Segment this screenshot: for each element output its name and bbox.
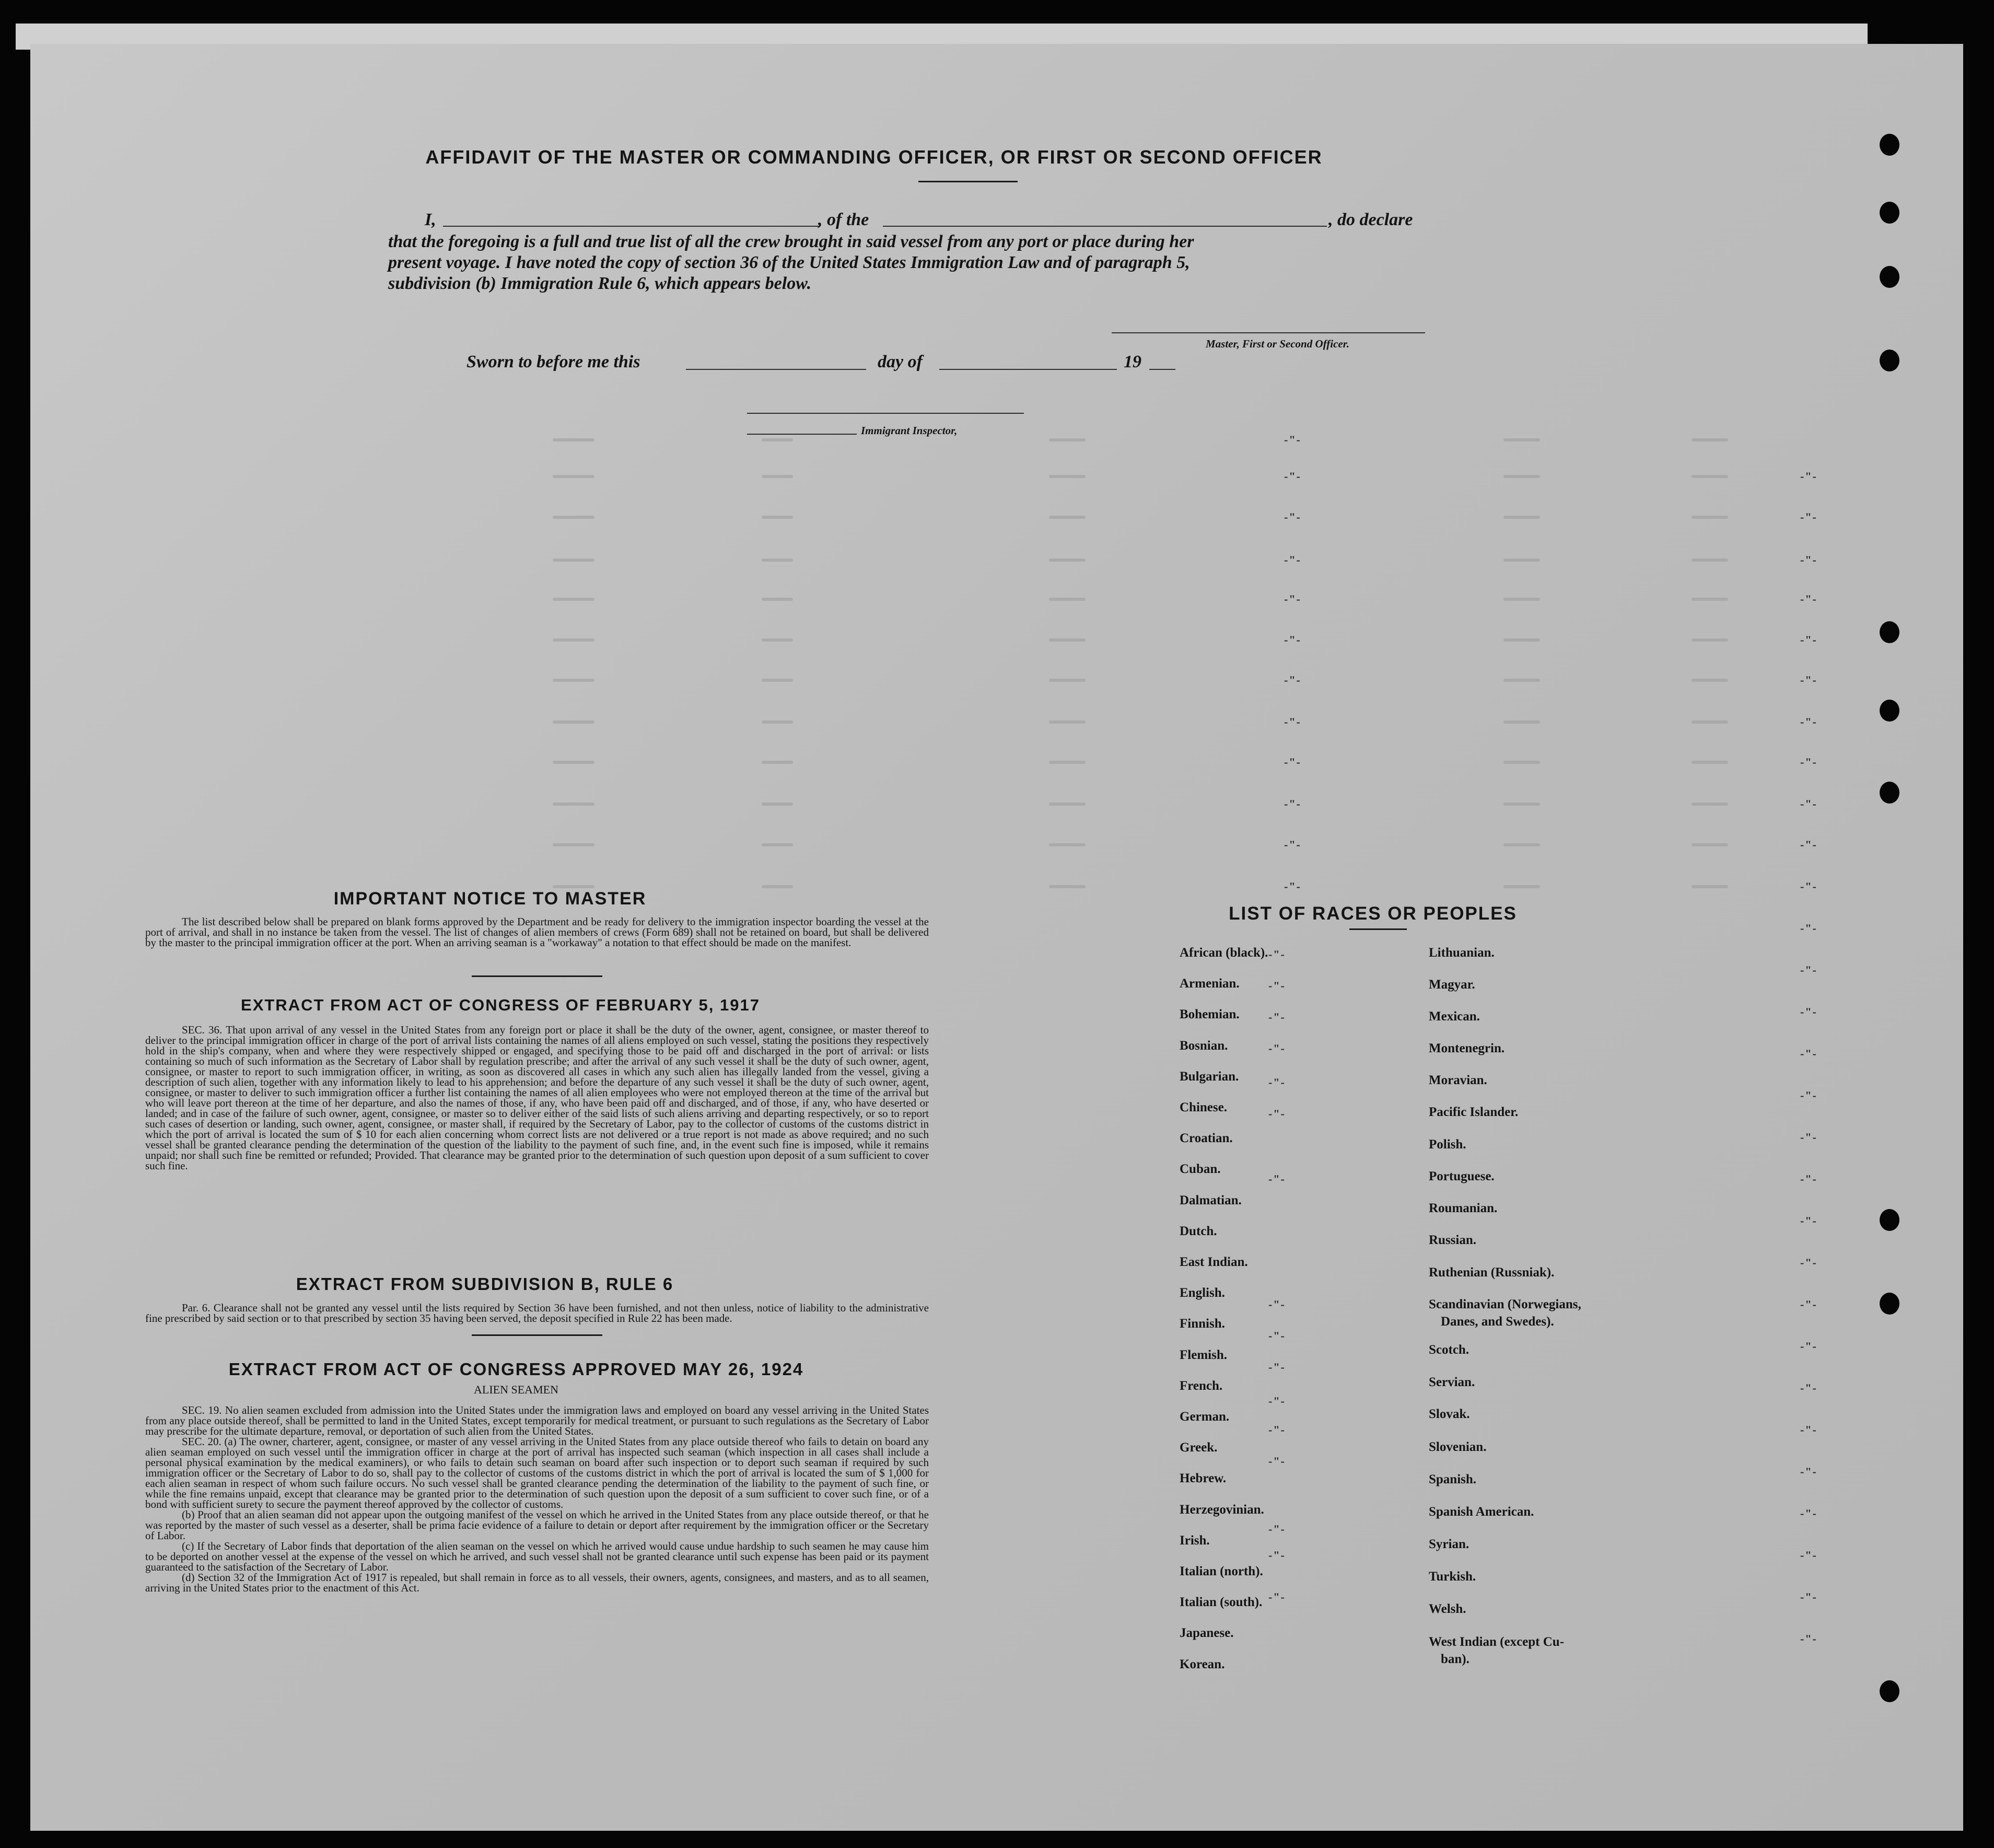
- binder-hole: [1880, 782, 1899, 804]
- bleed-mark: [553, 679, 594, 682]
- affidavit-body-line: present voyage. I have noted the copy of section 36 of the United States Immigration Law and of paragraph 5,: [388, 253, 1190, 272]
- bleed-mark: [1503, 638, 1540, 642]
- binder-hole: [1880, 134, 1899, 156]
- race-item: Finnish.: [1180, 1317, 1225, 1331]
- ditto-mark: -"-: [1800, 1590, 1817, 1603]
- binder-hole: [1880, 1680, 1899, 1702]
- race-item: English.: [1180, 1286, 1225, 1300]
- inspector-line[interactable]: [747, 413, 1024, 414]
- ditto-mark: -"-: [1284, 715, 1301, 728]
- bleed-mark: [1503, 559, 1540, 562]
- affidavit-line1-i: I,: [425, 210, 436, 229]
- document-page: [30, 44, 1963, 1831]
- bleed-mark: [762, 803, 793, 806]
- race-item: Japanese.: [1180, 1626, 1234, 1641]
- race-item: Hebrew.: [1180, 1471, 1227, 1486]
- affidavit-line1-declare: , do declare: [1328, 210, 1413, 229]
- ditto-mark: -"-: [1268, 979, 1286, 992]
- binder-hole: [1880, 700, 1899, 722]
- affidavit-line1-of-the: , of the: [818, 210, 869, 229]
- ditto-mark: -"-: [1284, 673, 1301, 687]
- sec20a-paragraph: SEC. 20. (a) The owner, charterer, agent, consignee, or master of any vessel arriving in the United States from any place outside thereof who fails to detain on board any alien seaman employed on such vessel until the immigration officer in charge at the port of arrival has inspected such seaman (which inspection in all cases shall include a personal physical examination by the medical examiners), or who fails to detain such seaman on board after such inspection or to deport such seaman if required by such immigration officer or the Secretary of Labor to do so, shall pay to the collector of customs of the customs district in which the port of arrival is located the sum of $ 1,000 for each alien seaman in respect of whom such failure occurs. No such vessel shall be granted clearance pending the determination of the liability to the payment of such fine, or while the fine remains unpaid, except that clearance may be granted prior to the determination of such question upon the deposit of a sum sufficient to cover such fine, or of a bond with sufficient surety to secure the payment thereof approved by the collector of customs.: [145, 1435, 929, 1510]
- race-item: Portuguese.: [1429, 1169, 1495, 1183]
- signature-line[interactable]: [1112, 332, 1425, 333]
- ditto-mark: -"-: [1268, 1010, 1286, 1024]
- bleed-mark: [553, 761, 594, 764]
- ditto-mark: -"-: [1268, 1590, 1286, 1603]
- extract-1917-content: SEC. 36. That upon arrival of any vessel in the United States from any foreign port or place it shall be the duty of the owner, agent, consignee, or master thereof to deliver to the principal immigration officer in charge of the port of arrival lists containing the names of all aliens employed on such vessel, stating the positions they respectively hold in the ship's company, when and where they were respectively shipped or engaged, and specifying those to be paid off and discharged in the port of arrival: or lists containing so much of such information as the Secretary of Labor shall by regulation prescribe; and after the arrival of any such vessel it shall be the duty of such owner, agent, consignee, or master to report to such immigration officer, in writing, as soon as discovered all cases in which any such alien has illegally landed from the vessel, giving a description of such alien, together with any information likely to lead to his apprehension; and before the departure of any such vessel it shall be the duty of such owner, agent, consignee, or master to deliver to such immigration officer a further list containing the names of all alien employees who were not employed thereon at the time of the arrival but who will leave port thereon at the time of her departure, and also the names of those, if any, who have been paid off and discharged, and of those, if any, who have deserted or landed; and in case of the failure of such owner, agent, consignee, or master so to deliver either of the said lists of such aliens arriving and departing respectively, or so to report such cases of desertion or landing, such owner, agent, consignee, or master shall, if required by the Secretary of Labor, pay to the collector of customs of the customs district in which the port of arrival is located the sum of $ 10 for each alien concerning whom correct lists are not delivered or a true report is not made as above required; and no such vessel shall be granted clearance pending the determination of the question of the liability to the payment of such fine, and, in the event such fine is imposed, while it remains unpaid; nor shall such fine be remitted or refunded; Provided. That clearance may be granted prior to the determination of such question upon deposit of a sum sufficient to cover such fine.: [145, 1024, 929, 1172]
- race-item: Syrian.: [1429, 1537, 1470, 1551]
- ditto-mark: -"-: [1284, 510, 1301, 524]
- bleed-mark: [1692, 438, 1728, 441]
- ditto-mark: -"-: [1268, 1423, 1286, 1436]
- race-item: Magyar.: [1429, 978, 1475, 992]
- race-item: Roumanian.: [1429, 1201, 1498, 1215]
- binder-hole: [1880, 621, 1899, 643]
- race-item: Croatian.: [1180, 1131, 1233, 1146]
- year-blank[interactable]: [1149, 369, 1175, 370]
- bleed-mark: [762, 885, 793, 888]
- extract-1917-title: EXTRACT FROM ACT OF CONGRESS OF FEBRUARY 5, 1917: [241, 996, 760, 1014]
- race-item: Spanish American.: [1429, 1505, 1534, 1519]
- bleed-mark: [1049, 679, 1086, 682]
- race-item: Chinese.: [1180, 1100, 1227, 1114]
- bleed-mark: [762, 516, 793, 519]
- ditto-mark: -"-: [1800, 922, 1817, 935]
- year-text: 19: [1124, 352, 1141, 371]
- race-item: Bosnian.: [1180, 1038, 1228, 1053]
- bleed-mark: [1503, 761, 1540, 764]
- races-title: LIST OF RACES OR PEOPLES: [1229, 903, 1517, 924]
- race-item: Mexican.: [1429, 1009, 1480, 1024]
- ditto-mark: -"-: [1268, 1394, 1286, 1408]
- race-item: Dalmatian.: [1180, 1193, 1242, 1207]
- race-item: Scotch.: [1429, 1343, 1470, 1357]
- bleed-mark: [1049, 885, 1086, 888]
- race-item: East Indian.: [1180, 1255, 1248, 1269]
- sec20c-paragraph: (c) If the Secretary of Labor finds that deportation of the alien seaman on the vessel on which he arrived would cause undue hardship to such seamen he may cause him to be deported on another vessel at the expense of the vessel on which he arrived, and such vessel shall not be granted clearance until such expense has been paid or its payment guaranteed to the satisfaction of the Secretary of Labor.: [145, 1540, 929, 1573]
- bleed-mark: [553, 843, 594, 846]
- ditto-mark: -"-: [1800, 756, 1817, 769]
- bleed-mark: [1692, 475, 1728, 478]
- race-item: Turkish.: [1429, 1570, 1476, 1584]
- inspector-line[interactable]: [747, 434, 857, 435]
- ditto-mark: -"-: [1800, 633, 1817, 646]
- bleed-mark: [1692, 720, 1728, 724]
- vessel-blank[interactable]: [883, 226, 1327, 227]
- ditto-mark: -"-: [1800, 1298, 1817, 1311]
- bleed-mark: [1503, 803, 1540, 806]
- bleed-mark: [1692, 885, 1728, 888]
- race-item: Bulgarian.: [1180, 1069, 1239, 1084]
- ditto-mark: -"-: [1800, 1214, 1817, 1227]
- bleed-mark: [1049, 475, 1086, 478]
- race-item: Cuban.: [1180, 1162, 1221, 1177]
- ditto-mark: -"-: [1800, 1256, 1817, 1269]
- bleed-mark: [1049, 559, 1086, 562]
- race-item: Slovak.: [1429, 1407, 1470, 1421]
- divider: [1349, 928, 1407, 930]
- ditto-mark: -"-: [1800, 1172, 1817, 1185]
- bleed-mark: [553, 638, 594, 642]
- race-item: ban).: [1441, 1652, 1470, 1666]
- bleed-mark: [1503, 885, 1540, 888]
- ditto-mark: -"-: [1800, 1089, 1817, 1102]
- ditto-mark: -"-: [1800, 880, 1817, 893]
- race-item: West Indian (except Cu-: [1429, 1635, 1565, 1649]
- binder-hole: [1880, 1209, 1899, 1231]
- ditto-mark: -"-: [1268, 1298, 1286, 1311]
- race-item: Polish.: [1429, 1137, 1466, 1152]
- bleed-mark: [1049, 761, 1086, 764]
- race-item: Welsh.: [1429, 1602, 1466, 1616]
- bleed-mark: [1049, 803, 1086, 806]
- ditto-mark: -"-: [1284, 433, 1301, 446]
- race-item: Spanish.: [1429, 1472, 1477, 1486]
- ditto-mark: -"-: [1800, 553, 1817, 566]
- ditto-mark: -"-: [1800, 1632, 1817, 1645]
- bleed-mark: [762, 720, 793, 724]
- ditto-mark: -"-: [1800, 1131, 1817, 1144]
- ditto-mark: -"-: [1800, 797, 1817, 810]
- race-item: Herzegovinian.: [1180, 1502, 1264, 1517]
- ditto-mark: -"-: [1800, 1465, 1817, 1478]
- bleed-mark: [1692, 679, 1728, 682]
- ditto-mark: -"-: [1800, 1381, 1817, 1394]
- bleed-mark: [762, 598, 793, 601]
- ditto-mark: -"-: [1284, 633, 1301, 646]
- race-item: Armenian.: [1180, 977, 1240, 991]
- ditto-mark: -"-: [1284, 797, 1301, 810]
- extract-1917-text: [145, 1025, 929, 1171]
- binder-hole: [1880, 266, 1899, 288]
- bleed-mark: [1049, 638, 1086, 642]
- bleed-mark: [1692, 843, 1728, 846]
- race-item: Scandinavian (Norwegians,: [1429, 1297, 1581, 1311]
- bleed-mark: [1692, 761, 1728, 764]
- bleed-mark: [762, 438, 793, 441]
- bleed-mark: [1692, 803, 1728, 806]
- bleed-mark: [1049, 843, 1086, 846]
- bleed-mark: [762, 559, 793, 562]
- ditto-mark: -"-: [1284, 592, 1301, 606]
- bleed-mark: [1503, 516, 1540, 519]
- ditto-mark: -"-: [1800, 963, 1817, 977]
- bleed-mark: [1049, 438, 1086, 441]
- bleed-mark: [1692, 598, 1728, 601]
- ditto-mark: -"-: [1284, 880, 1301, 893]
- affidavit-body-line: subdivision (b) Immigration Rule 6, which appears below.: [388, 274, 812, 293]
- ditto-mark: -"-: [1268, 1329, 1286, 1342]
- binder-hole: [1880, 1293, 1899, 1315]
- ditto-mark: -"-: [1284, 470, 1301, 483]
- divider: [918, 181, 1018, 182]
- ditto-mark: -"-: [1268, 1076, 1286, 1089]
- ditto-mark: -"-: [1800, 1423, 1817, 1436]
- bleed-mark: [553, 516, 594, 519]
- binder-hole: [1880, 350, 1899, 371]
- race-item: French.: [1180, 1378, 1223, 1393]
- ditto-mark: -"-: [1268, 1042, 1286, 1055]
- race-item: Ruthenian (Russniak).: [1429, 1265, 1555, 1280]
- ditto-mark: -"-: [1800, 592, 1817, 606]
- bleed-mark: [1049, 516, 1086, 519]
- bleed-mark: [1503, 438, 1540, 441]
- race-item: Dutch.: [1180, 1224, 1217, 1238]
- ditto-mark: -"-: [1284, 756, 1301, 769]
- race-item: Korean.: [1180, 1657, 1225, 1671]
- race-item: Italian (south).: [1180, 1595, 1263, 1610]
- ditto-mark: -"-: [1268, 948, 1286, 961]
- bleed-mark: [1503, 843, 1540, 846]
- ditto-mark: -"-: [1800, 1047, 1817, 1060]
- bleed-mark: [1503, 475, 1540, 478]
- bleed-mark: [1503, 679, 1540, 682]
- notice-text: [145, 916, 929, 948]
- ditto-mark: -"-: [1268, 1172, 1286, 1185]
- month-blank[interactable]: [939, 369, 1117, 370]
- bleed-mark: [1049, 720, 1086, 724]
- race-item: Italian (north).: [1180, 1564, 1263, 1578]
- bleed-mark: [553, 475, 594, 478]
- bleed-mark: [553, 803, 594, 806]
- ditto-mark: -"-: [1800, 510, 1817, 524]
- bleed-mark: [1692, 638, 1728, 642]
- binder-hole: [1880, 202, 1899, 224]
- sec20b-paragraph: (b) Proof that an alien seaman did not appear upon the outgoing manifest of the vessel on which he arrived in the United States from any place outside thereof, or that he was reported by the master of such vessel as a deserter, shall be prima facie evidence of a failure to detain or deport after requirement by the immigration officer or the Secretary of Labor.: [145, 1508, 929, 1542]
- bleed-mark: [1692, 516, 1728, 519]
- bleed-mark: [1503, 720, 1540, 724]
- race-item: German.: [1180, 1410, 1230, 1424]
- race-item: Bohemian.: [1180, 1007, 1240, 1022]
- ditto-mark: -"-: [1268, 1455, 1286, 1468]
- ditto-mark: -"-: [1800, 1005, 1817, 1018]
- bleed-mark: [762, 475, 793, 478]
- ditto-mark: -"-: [1268, 1522, 1286, 1536]
- bleed-mark: [762, 638, 793, 642]
- divider: [472, 975, 602, 977]
- day-of-text: day of: [878, 352, 923, 371]
- race-item: Danes, and Swedes).: [1441, 1315, 1554, 1329]
- race-item: Greek.: [1180, 1440, 1218, 1455]
- rule6-text: [145, 1303, 929, 1323]
- ditto-mark: -"-: [1268, 1107, 1286, 1120]
- race-item: Slovenian.: [1429, 1440, 1487, 1454]
- extract-1924-text: [145, 1405, 929, 1593]
- race-item: African (black).: [1180, 946, 1268, 960]
- notice-title: IMPORTANT NOTICE TO MASTER: [333, 889, 647, 909]
- race-item: Moravian.: [1429, 1073, 1487, 1087]
- race-item: Servian.: [1429, 1375, 1475, 1389]
- alien-seamen-subtitle: ALIEN SEAMEN: [474, 1383, 558, 1396]
- divider: [472, 1334, 602, 1336]
- ditto-mark: -"-: [1268, 1361, 1286, 1374]
- bleed-mark: [1049, 598, 1086, 601]
- bleed-mark: [1692, 559, 1728, 562]
- ditto-mark: -"-: [1268, 1549, 1286, 1562]
- bleed-mark: [762, 761, 793, 764]
- race-item: Flemish.: [1180, 1347, 1227, 1362]
- ditto-mark: -"-: [1800, 1549, 1817, 1562]
- bleed-mark: [553, 598, 594, 601]
- sworn-day-blank[interactable]: [686, 369, 866, 370]
- rule6-title: EXTRACT FROM SUBDIVISION B, RULE 6: [296, 1274, 674, 1294]
- bleed-mark: [762, 679, 793, 682]
- ditto-mark: -"-: [1800, 673, 1817, 687]
- ditto-mark: -"-: [1284, 553, 1301, 566]
- ditto-mark: -"-: [1800, 470, 1817, 483]
- ditto-mark: -"-: [1284, 838, 1301, 851]
- race-item: Pacific Islander.: [1429, 1105, 1519, 1119]
- race-item: Russian.: [1429, 1233, 1477, 1247]
- inspector-caption: Immigrant Inspector,: [861, 424, 958, 437]
- race-item: Irish.: [1180, 1533, 1210, 1548]
- sworn-text: Sworn to before me this: [467, 352, 640, 371]
- ditto-mark: -"-: [1800, 1507, 1817, 1520]
- ditto-mark: -"-: [1800, 715, 1817, 728]
- bleed-mark: [553, 720, 594, 724]
- bleed-mark: [553, 559, 594, 562]
- sec20d-paragraph: (d) Section 32 of the Immigration Act of 1917 is repealed, but shall remain in force as to all vessels, their owners, agents, consignees, and masters, and as to all seamen, arriving in the United States prior to the enactment of this Act.: [145, 1571, 929, 1594]
- bleed-mark: [1503, 598, 1540, 601]
- race-item: Montenegrin.: [1429, 1041, 1505, 1055]
- race-item: Lithuanian.: [1429, 946, 1495, 960]
- bleed-mark: [762, 843, 793, 846]
- signature-caption: Master, First or Second Officer.: [1206, 338, 1349, 350]
- notice-text-content: The list described below shall be prepared on blank forms approved by the Department and be ready for delivery to the immigration inspector boarding the vessel at the port of arrival, and shall in no instance be taken from the vessel. The list of changes of alien members of crews (Form 689) shall not be retained on board, but shall be delivered by the master to the principal immigration officer at the port. When an arriving seaman is a "workaway" a notation to that effect should be made on the manifest.: [145, 915, 929, 949]
- bleed-mark: [553, 438, 594, 441]
- sec19-paragraph: SEC. 19. No alien seamen excluded from admission into the United States under the immigration laws and employed on board any vessel arriving in the United States from any place outside thereof, shall be permitted to land in the United States, except temporarily for medical treatment, or pursuant to such regulations as the Secretary of Labor may prescribe for the ultimate departure, removal, or deportation of such alien from the United States.: [145, 1404, 929, 1437]
- affidavit-body-line: that the foregoing is a full and true list of all the crew brought in said vessel from any port or place during her: [388, 232, 1194, 251]
- ditto-mark: -"-: [1800, 1340, 1817, 1353]
- bleed-mark: [553, 885, 594, 888]
- extract-1924-title: EXTRACT FROM ACT OF CONGRESS APPROVED MAY 26, 1924: [228, 1359, 804, 1379]
- ditto-mark: -"-: [1800, 838, 1817, 851]
- rule6-content: Par. 6. Clearance shall not be granted any vessel until the lists required by Section 36 have been furnished, and not then unless, notice of liability to the administrative fine prescribed by said section or to that prescribed by section 35 having been served, the deposit specified in Rule 22 has been made.: [145, 1301, 929, 1324]
- affidavit-title: AFFIDAVIT OF THE MASTER OR COMMANDING OFFICER, OR FIRST OR SECOND OFFICER: [425, 146, 1323, 168]
- name-blank[interactable]: [443, 226, 819, 227]
